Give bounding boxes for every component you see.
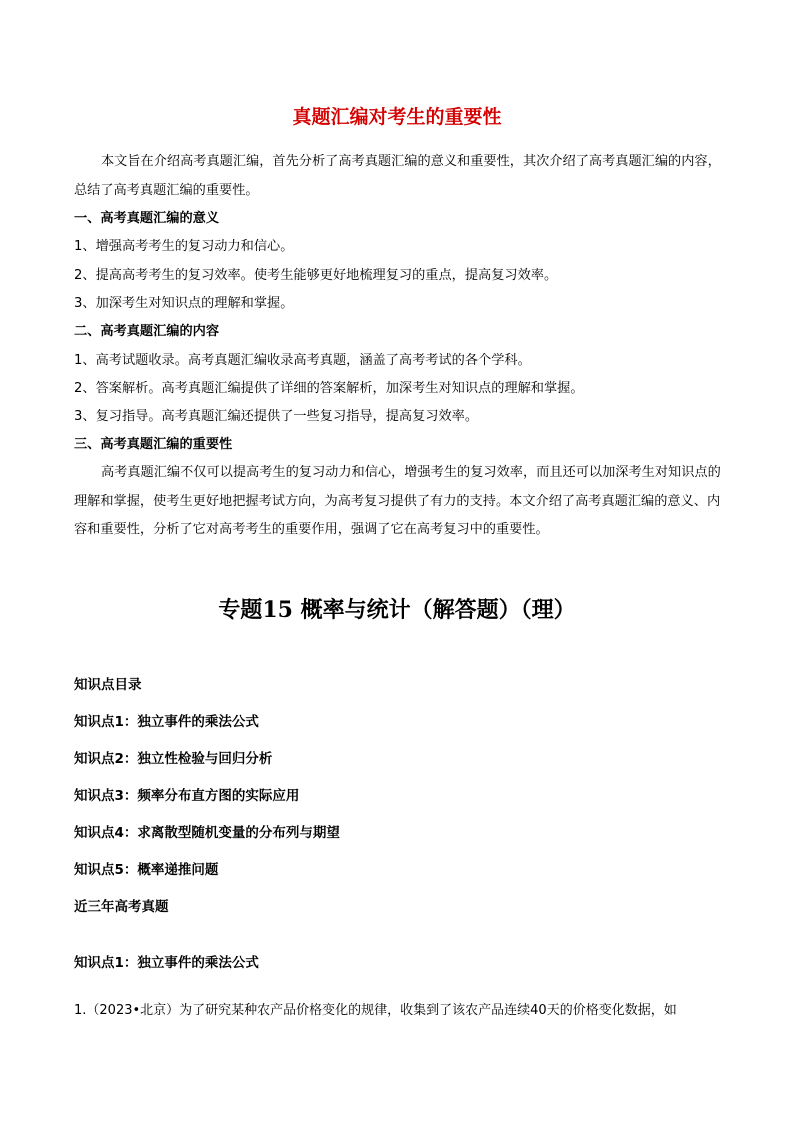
toc-item-1[interactable]: 知识点1：独立事件的乘法公式 [74, 714, 259, 730]
section1-item-3: 3、加深考生对知识点的理解和掌握。 [74, 296, 294, 311]
toc-item-2[interactable]: 知识点2：独立性检验与回归分析 [74, 751, 273, 767]
section1-item-1: 1、增强高考考生的复习动力和信心。 [74, 239, 294, 254]
section-point1-heading: 知识点1：独立事件的乘法公式 [74, 955, 259, 971]
section2-item-1: 1、高考试题收录。高考真题汇编收录高考真题，涵盖了高考考试的各个学科。 [74, 353, 531, 368]
section1-heading: 一、高考真题汇编的意义 [74, 211, 220, 226]
page-title: 真题汇编对考生的重要性 [292, 106, 502, 128]
section2-heading: 二、高考真题汇编的内容 [74, 324, 220, 339]
section2-item-3: 3、复习指导。高考真题汇编还提供了一些复习指导，提高复习效率。 [74, 409, 479, 424]
intro-paragraph: 本文旨在介绍高考真题汇编，首先分析了高考真题汇编的意义和重要性，其次介绍了高考真题汇编的内容，总结了高考真题汇编的重要性。 [74, 154, 721, 198]
toc-item-5[interactable]: 知识点5：概率递推问题 [74, 862, 219, 878]
section3-heading: 三、高考真题汇编的重要性 [74, 437, 233, 452]
toc-item-3[interactable]: 知识点3：频率分布直方图的实际应用 [74, 788, 300, 804]
toc-item-4[interactable]: 知识点4：求离散型随机变量的分布列与期望 [74, 825, 340, 841]
topic-title: 专题15 概率与统计（解答题）（理） [218, 597, 576, 623]
section3-paragraph: 高考真题汇编不仅可以提高考生的复习动力和信心，增强考生的复习效率，而且还可以加深考生对知识点的理解和掌握，使考生更好地把握考试方向，为高考复习提供了有力的支持。本文介绍了高考真题汇编的意义、内容和重要性，分析了它对高考考生的重要作用，强调了它在高考复习中的重要性。 [74, 465, 721, 537]
section1-item-2: 2、提高高考考生的复习效率。使考生能够更好地梳理复习的重点，提高复习效率。 [74, 268, 558, 283]
question-1: 1.（2023•北京）为了研究某种农产品价格变化的规律，收集到了该农产品连续40天的价格变化数据，如 [74, 1003, 677, 1018]
toc-recent-exams[interactable]: 近三年高考真题 [74, 899, 169, 915]
section2-item-2: 2、答案解析。高考真题汇编提供了详细的答案解析，加深考生对知识点的理解和掌握。 [74, 381, 584, 396]
toc-heading: 知识点目录 [74, 677, 142, 693]
